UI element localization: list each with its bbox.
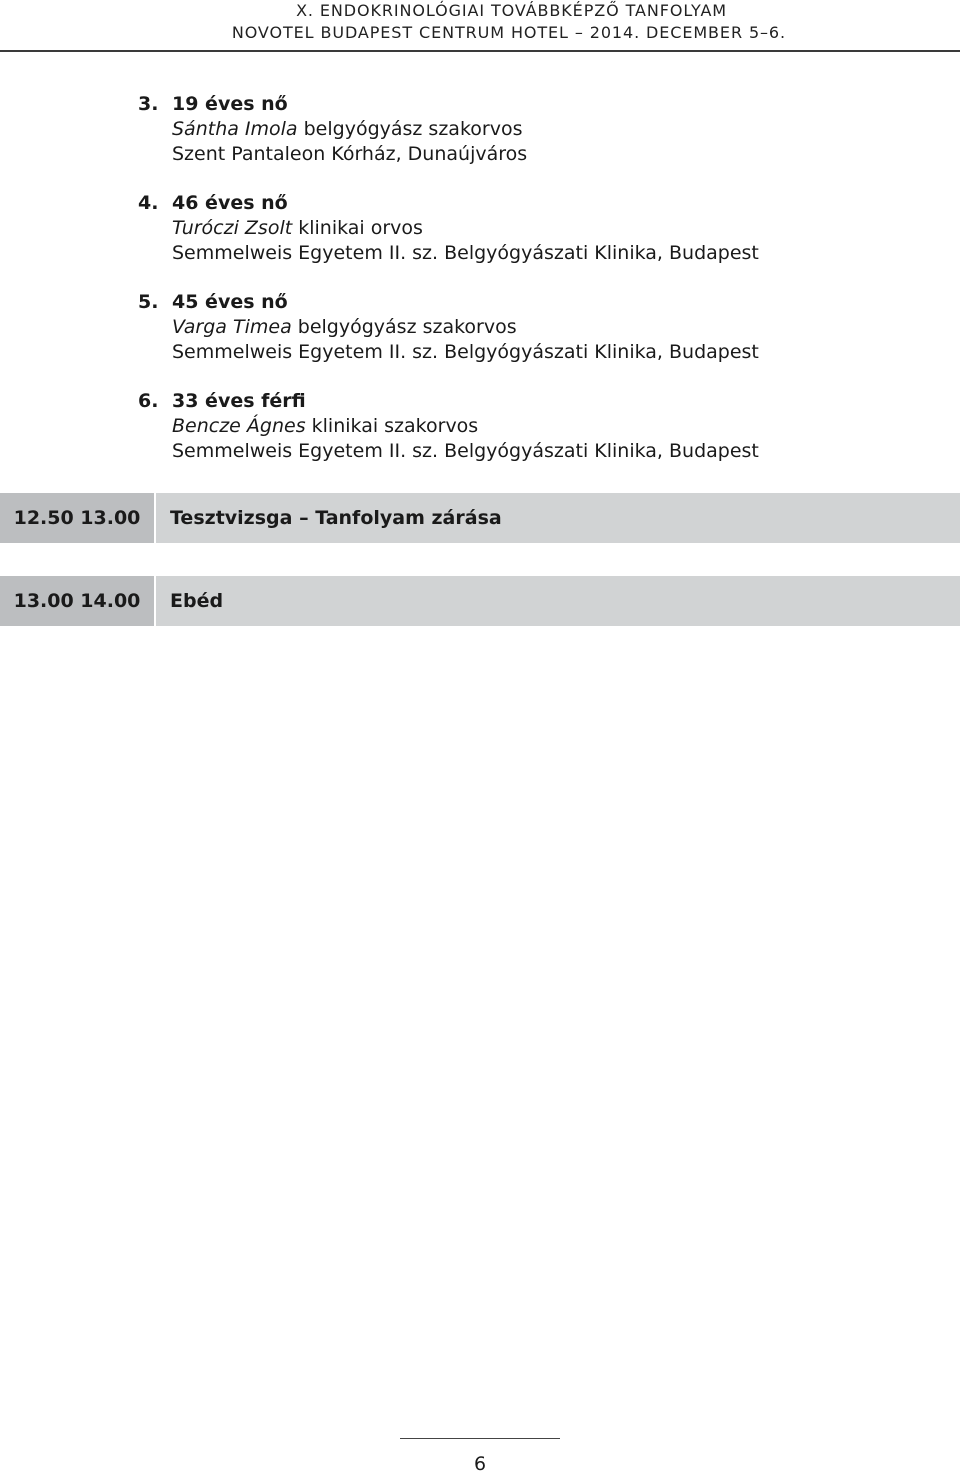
footer-divider	[400, 1438, 560, 1439]
venue-date: NOVOTEL BUDAPEST CENTRUM HOTEL – 2014. DECEMBER 5–6.	[231, 23, 786, 42]
speaker-role: belgyógyász szakorvos	[291, 316, 517, 338]
case-item	[0, 389, 960, 488]
speaker-name: Varga Timea	[172, 316, 292, 338]
case-title: 46 éves nő	[172, 192, 288, 214]
speaker-role: klinikai orvos	[292, 217, 423, 239]
case-affiliation: Semmelweis Egyetem II. sz. Belgyógyászati Klinika, Budapest	[172, 242, 759, 264]
speaker-name: Sántha Imola	[172, 118, 298, 140]
session-row	[0, 493, 960, 543]
case-number: 4.	[138, 192, 159, 214]
session-title: Ebéd	[156, 576, 960, 626]
case-number: 5.	[138, 291, 159, 313]
case-number: 3.	[138, 93, 159, 115]
case-speaker	[172, 315, 517, 339]
case-title: 19 éves nő	[172, 93, 288, 115]
session-row	[0, 576, 960, 626]
case-list	[0, 92, 960, 488]
page-number: 6	[473, 1453, 487, 1475]
case-title: 45 éves nő	[172, 291, 288, 313]
session-title: Tesztvizsga – Tanfolyam zárása	[156, 493, 960, 543]
case-item	[0, 290, 960, 389]
case-speaker	[172, 216, 423, 240]
speaker-role: belgyógyász szakorvos	[297, 118, 523, 140]
header-divider	[0, 50, 960, 52]
session-time: 13.00 14.00	[0, 576, 154, 626]
speaker-name: Turóczi Zsolt	[172, 217, 293, 239]
case-title: 33 éves férfi	[172, 390, 306, 412]
case-affiliation: Semmelweis Egyetem II. sz. Belgyógyászati Klinika, Budapest	[172, 341, 759, 363]
case-item	[0, 92, 960, 191]
session-time: 12.50 13.00	[0, 493, 154, 543]
case-item	[0, 191, 960, 290]
case-speaker	[172, 117, 522, 141]
case-speaker	[172, 414, 478, 438]
case-number: 6.	[138, 390, 159, 412]
speaker-name: Bencze Ágnes	[172, 415, 306, 437]
case-affiliation: Szent Pantaleon Kórház, Dunaújváros	[172, 143, 528, 165]
speaker-role: klinikai szakorvos	[305, 415, 479, 437]
case-affiliation: Semmelweis Egyetem II. sz. Belgyógyászati Klinika, Budapest	[172, 440, 759, 462]
course-title: X. ENDOKRINOLÓGIAI TOVÁBBKÉPZŐ TANFOLYAM	[296, 1, 727, 20]
